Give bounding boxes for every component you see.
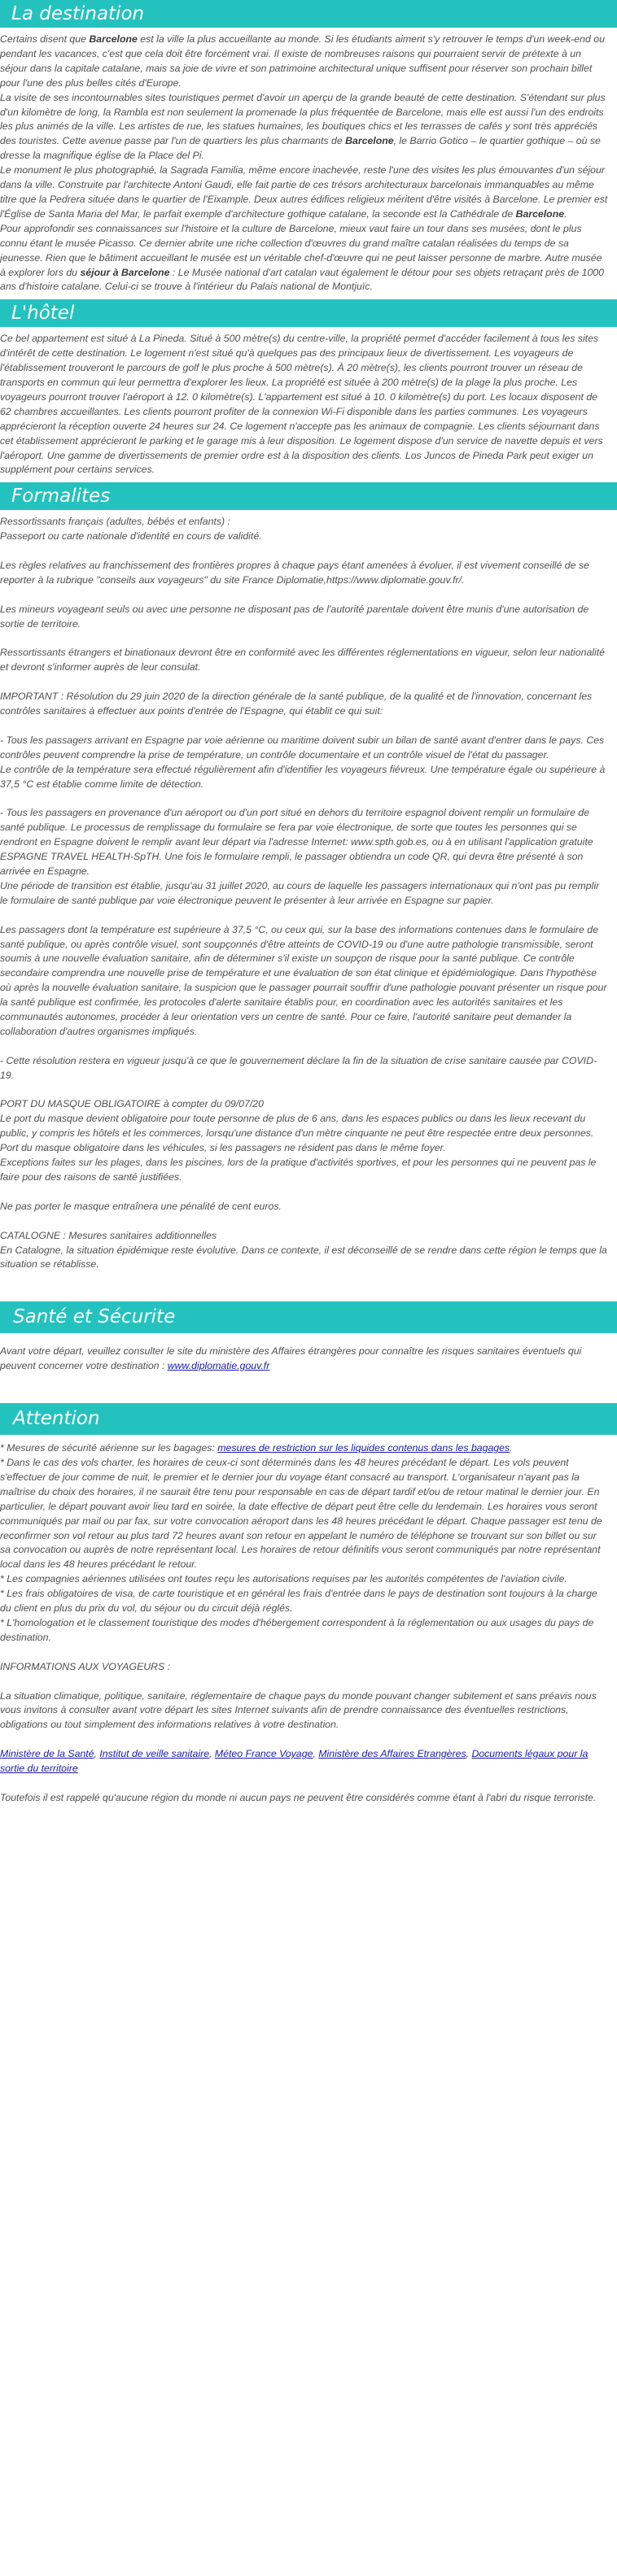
sante-text <box>0 1345 609 1374</box>
baggage-rule-end: . <box>510 1442 513 1454</box>
liquids-restriction-link[interactable]: mesures de restriction sur les liquides contenus dans les bagages <box>217 1442 510 1454</box>
sante-intro: Avant votre départ, veuillez consulter le site du ministère des Affaires étrangères pour connaître les risques sanitaires éventuels qui peuvent concerner votre destination : <box>0 1345 582 1372</box>
paragraph-spacer <box>0 675 609 690</box>
link-affaires-etrangeres[interactable]: Ministère des Affaires Etrangères <box>318 1748 466 1760</box>
paragraph-spacer <box>0 1040 609 1054</box>
destination-paragraph: Le monument le plus photographié, la Sagrada Familia, même encore inachevée, reste l'une des visites les plus émouvantes d'un séjour dans la ville. Construite par l'architecte Antoni Gaudi, elle fait partie de ces trésors architecturaux barcelonais immanquables au même titre que la Pedrera située dans le quartier de l'Eixample. Deux autres édifices religieux méritent d'être visités à Barcelone. Le premier est l'Église de Santa Maria del Mar, le parfait exemple d'architecture gothique catalane, la seconde est la Cathédrale de Barcelone. <box>0 164 608 220</box>
formalites-paragraph: Passeport ou carte nationale d'identité en cours de validité. <box>0 530 262 543</box>
paragraph-spacer <box>0 632 609 647</box>
section-header-formalites: Formalites <box>0 482 617 510</box>
section-header-sante: Santé et Sécurite <box>0 1301 617 1333</box>
paragraph-spacer <box>0 719 609 734</box>
formalites-paragraph: PORT DU MASQUE OBLIGATOIRE à compter du 09/07/20 <box>0 1098 264 1110</box>
formalites-paragraph: Exceptions faites sur les plages, dans les piscines, lors de la pratique d'activités sportives, et pour les personnes qui ne peuvent pas le faire pour des raisons de santé justifiées. <box>0 1157 597 1183</box>
formalites-paragraph: Ressortissants français (adultes, bébés et enfants) : <box>0 516 230 528</box>
section-header-destination: La destination <box>0 0 617 28</box>
link-veille-sanitaire[interactable]: Institut de veille sanitaire <box>99 1748 210 1760</box>
sante-body <box>0 1333 617 1379</box>
attention-paragraph: * L'homologation et le classement touristique des modes d'hébergement correspondent à la réglementation ou aux usages du pays de destination. <box>0 1617 594 1643</box>
attention-paragraph: * Les compagnies aériennes utilisées ont toutes reçu les autorisations requises par les autorités compétentes de l'aviation civile. <box>0 1573 567 1585</box>
link-ministere-sante[interactable]: Ministère de la Santé <box>0 1748 94 1760</box>
formalites-paragraph: Une période de transition est établie, jusqu'au 31 juillet 2020, au cours de laquelle les passagers internationaux qui n'ont pas pu remplir le formulaire de santé publique par voie électronique peuvent le présenter à leur arrivée en Espagne sur papier. <box>0 879 600 906</box>
paragraph-spacer <box>0 588 609 603</box>
formalites-body <box>0 510 617 1277</box>
destination-body <box>0 28 617 299</box>
formalites-paragraph: - Tous les passagers en provenance d'un aéroport ou d'un port situé en dehors du territoire espagnol doivent remplir un formulaire de santé publique. Le processus de remplissage du formulaire se fera par voie électronique, de sorte que toutes les personnes qui se rendront en Espagne doivent le remplir avant leur départ via l'adresse Internet: www.spth.gob.es, ou à en utilisant l'application gratuite ESPAGNE TRAVEL HEALTH-SpTH. Une fois le formulaire rempli, le passager obtiendra un code QR, qui devra être présenté à son arrivée en Espagne. <box>0 807 593 878</box>
attention-paragraphs <box>0 1456 609 1747</box>
formalites-paragraph: Les règles relatives au franchissement des frontières propres à chaque pays étant amenées à évoluer, il est vivement conseillé de se reporter à la rubrique "conseils aux voyageurs" du site France Diplomatie,https://www.diplomatie.gouv.fr/. <box>0 560 589 586</box>
diplomatie-link[interactable]: www.diplomatie.gouv.fr <box>167 1360 270 1372</box>
formalites-paragraph: IMPORTANT : Résolution du 29 juin 2020 de la direction générale de la santé publique, de la qualité et de l'innovation, concernant les contrôles sanitaires à effectuer aux points d'entrée de l'Espagne, qui établit ce qui suit: <box>0 691 593 717</box>
formalites-paragraph: Le port du masque devient obligatoire pour toute personne de plus de 6 ans, dans les espaces publics ou dans les lieux recevant du public, y compris les hôtels et les commerces, lorsqu'une distance d'un mètre cinquante ne peut être respectée entre deux personnes. <box>0 1113 594 1140</box>
formalites-paragraph: - Cette résolution restera en vigueur jusqu'à ce que le gouvernement déclare la fin de la situation de crise sanitaire causée par COVID-19. <box>0 1054 597 1081</box>
formalites-paragraph: Les passagers dont la température est supérieure à 37,5 °C, ou ceux qui, sur la base des informations contenues dans le formulaire de santé publique, ou après contrôle visuel, sont soupçonnés d'être atteints de COVID-19 ou d'une autre pathologie transmissible, seront soumis à une nouvelle évaluation sanitaire, afin de déterminer s'il existe un soupçon de risque pour la santé publique. Ce contrôle secondaire comprendra une nouvelle prise de température et une évaluation de son état clinique et épidémiologique. Dans l'hypothèse où après la nouvelle évaluation sanitaire, la suspicion que le passager pourrait souffrir d'une pathologie pouvant présenter un risque pour la santé publique est confirmée, les protocoles d'alerte sanitaire établis pour, en coordination avec les autorités sanitaires et les communautés autonomes, procéder à leur orientation vers un centre de santé. Pour ce faire, l'autorité sanitaire peut demander la collaboration d'autres organismes impliqués. <box>0 923 607 1037</box>
formalites-paragraph: En Catalogne, la situation épidémique reste évolutive. Dans ce contexte, il est déconseillé de se rendre dans cette région le temps que la situation se rétablisse. <box>0 1244 607 1271</box>
attention-body <box>0 1435 617 1811</box>
attention-paragraph: * Dans le cas des vols charter, les horaires de ceux-ci sont déterminés dans les 48 heures précédant le départ. Les vols peuvent s'effectuer de jour comme de nuit, le premier et le dernier jour du voyage étant consacré au transport. L'organisateur n'ayant pas la maîtrise du choix des horaires, il ne saurait être tenu pour responsable en cas de départ tardif et/ou de retour matinal le dernier jour. En particulier, le départ pouvant avoir lieu tard en soirée, la date effective de départ peut être celle du lendemain. Les horaires vous seront communiqués par mail ou par fax, sur votre convocation aéroport dans les 48 heures précédant le départ. Chaque passager est tenu de reconfirmer son vol retour au plus tard 72 heures avant son retour en appelant le numéro de téléphone se trouvant sur son billet ou sur sa convocation ou auprès de notre représentant local. Les horaires de retour définitifs vous seront communiqués par notre représentant local dans les 48 heures précédant le retour. <box>0 1457 602 1571</box>
formalites-paragraph: - Tous les passagers arrivant en Espagne par voie aérienne ou maritime doivent subir un bilan de santé avant d'entrer dans le pays. Ces contrôles peuvent comprendre la prise de température, un contrôle documentaire et un contrôle visuel de l'état du passager. <box>0 734 605 761</box>
link-meteo-france[interactable]: Méteo France Voyage <box>214 1748 313 1760</box>
paragraph-spacer <box>0 1645 609 1660</box>
paragraph-spacer <box>0 909 609 923</box>
formalites-paragraph: Ressortissants étrangers et binationaux devront être en conformité avec les différentes réglementations en vigueur, selon leur nationalité et devront s'informer auprès de leur consulat. <box>0 647 606 673</box>
paragraph-spacer <box>0 1675 609 1689</box>
formalites-paragraph: Les mineurs voyageant seuls ou avec une personne ne disposant pas de l'autorité parentale doivent être munis d'une autorisation de sortie de territoire. <box>0 603 589 630</box>
hotel-paragraph: Ce bel appartement est situé à La Pineda. Situé à 500 mètre(s) du centre-ville, la propriété permet d'accéder facilement à tous les sites d'intérêt de cette destination. Le logement n'est situé qu'à quelques pas des principaux lieux de divertissement. Les voyageurs de l'établissement trouveront le parcours de golf le plus proche à 500 mètre(s). À 20 mètre(s), les clients pourront trouver un réseau de transports en commun qui leur permettra d'explorer les lieux. La propriété est située à 200 mètre(s) de la plage la plus proche. Les voyageurs pourront trouver l'aéroport à 12. 0 kilomètre(s). L'appartement est situé à 10. 0 kilomètre(s) du port. Les locaux disposent de 62 chambres accueillantes. Les clients pourront profiter de la connexion Wi-Fi disponible dans les parties communes. Les voyageurs apprécieront la réception ouverte 24 heures sur 24. Ce logement n'accepte pas les animaux de compagnie. Les clients séjournant dans cet établissement apprécieront le parking et le garage mis à leur disposition. Le logement dispose d'un service de navette depuis et vers l'aéroport. Une gamme de divertissements de premier ordre est à la disposition des clients. Los Juncos de Pineda Park peut exiger un supplément pour certains services. <box>0 333 603 476</box>
formalites-paragraph: CATALOGNE : Mesures sanitaires additionnelles <box>0 1229 217 1241</box>
baggage-rule <box>0 1441 609 1456</box>
info-links: Ministère de la Santé, Institut de veille sanitaire, Méteo France Voyage, Ministère des Affaires Etrangères, Documents légaux pour la sortie du territoire <box>0 1748 589 1775</box>
link-documents-legaux[interactable]: Documents légaux pour la sortie du territoire <box>0 1748 589 1775</box>
paragraph-spacer <box>0 1733 609 1747</box>
attention-paragraph: * Les frais obligatoires de visa, de carte touristique et en général les frais d'entrée dans le pays de destination sont toujours à la charge du client en plus du prix du vol, du séjour ou du circuit déjà réglés. <box>0 1588 597 1615</box>
hotel-body <box>0 327 617 482</box>
destination-paragraph: Certains disent que Barcelone est la ville la plus accueillante au monde. Si les étudiants aiment s'y retrouver le temps d'un week-end ou pendant les vacances, c'est que cela doit être forcément vrai. Il existe de nombreuses raisons qui pourraient servir de prétexte à un séjour dans la capitale catalane, mais sa joie de vivre et son patrimoine architectural unique suffisent pour réserver son prochain billet pour l'une des plus belles cités d'Europe. <box>0 33 605 89</box>
baggage-rule-label: * Mesures de sécurité aérienne sur les bagages: <box>0 1442 218 1454</box>
formalites-paragraph: Port du masque obligatoire dans les véhicules, si les passagers ne résident pas dans le même foyer. <box>0 1142 446 1154</box>
paragraph-spacer <box>0 544 609 559</box>
section-header-hotel: L'hôtel <box>0 299 617 327</box>
paragraph-spacer <box>0 792 609 807</box>
formalites-paragraph: Ne pas porter le masque entraînera une pénalité de cent euros. <box>0 1200 282 1212</box>
terrorism-notice: Toutefois il est rappelé qu'aucune région du monde ni aucun pays ne peuvent être considérés comme étant à l'abri du risque terroriste. <box>0 1791 597 1803</box>
paragraph-spacer <box>0 1185 609 1200</box>
formalites-paragraph: Le contrôle de la température sera effectué régulièrement afin d'identifier les voyageurs fiévreux. Une température égale ou supérieure à 37,5 °C est établie comme limite de détection. <box>0 763 606 790</box>
attention-paragraph: La situation climatique, politique, sanitaire, réglementaire de chaque pays du monde pouvant changer subitement et sans préavis nous vous invitons à consulter avant votre départ les sites Internet suivants afin de prendre connaissance des éventuelles restrictions, obligations ou tout simplement des informations relatives à votre destination. <box>0 1689 597 1731</box>
attention-paragraph: INFORMATIONS AUX VOYAGEURS : <box>0 1660 171 1672</box>
section-header-attention: Attention <box>0 1403 617 1435</box>
destination-paragraph: Pour approfondir ses connaissances sur l'histoire et la culture de Barcelone, mieux vaut faire un tour dans ses musées, dont le plus connu étant le musée Picasso. Ce dernier abrite une riche collection d'œuvres du grand maître catalan réalisées du temps de sa jeunesse. Rien que le bâtiment accueillant le musée est un véritable chef-d'œuvre qui ne peut laisser personne de marbre. Autre musée à explorer lors du séjour à Barcelone : Le Musée national d'art catalan vaut également le détour pour ses objets retraçant près de 1000 ans d'histoire catalane. Celui-ci se trouve à l'intérieur du Palais national de Montjuïc. <box>0 222 604 293</box>
paragraph-spacer <box>0 1214 609 1229</box>
paragraph-spacer <box>0 1083 609 1098</box>
destination-paragraph: La visite de ses incontournables sites touristiques permet d'avoir un aperçu de la grande beauté de cette destination. S'étendant sur plus d'un kilomètre de long, la Rambla est non seulement la promenade la plus fréquentée de Barcelone, mais elle est aussi l'un des endroits les plus animés de la ville. Les artistes de rue, les statues humaines, les boutiques chics et les terrasses de cafés y sont très appréciés des touristes. Cette avenue passe par l'un de quartiers les plus charmants de Barcelone, le Barrio Gotico – le quartier gothique – où se dresse la magnifique église de la Place del Pi. <box>0 91 606 162</box>
